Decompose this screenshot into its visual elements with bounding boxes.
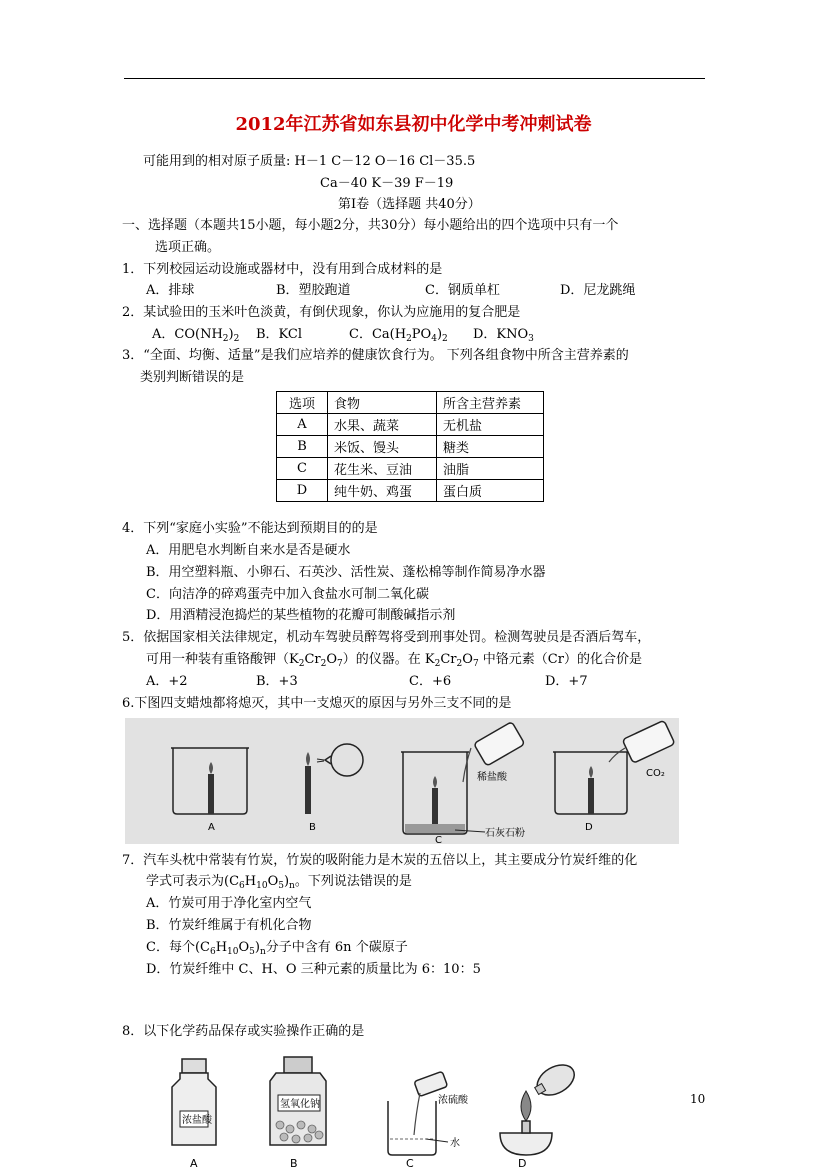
nutrient-table <box>276 391 544 502</box>
table-row <box>277 480 544 502</box>
reagent-figure <box>170 1055 580 1170</box>
q7-stem-line2: 学式可表示为$(C_6H_{10}O_5)_n$。下列说法错误的是 <box>146 874 412 891</box>
table-row <box>277 436 544 458</box>
table-cell: C <box>277 458 328 480</box>
section-header: 第Ⅰ卷（选择题 共40分） <box>338 197 481 212</box>
hcl-label: 稀盐酸 <box>477 772 507 783</box>
figure-label-a: A <box>208 822 215 833</box>
table-cell: 水果、蔬菜 <box>328 414 437 436</box>
flame-d-icon <box>589 766 593 778</box>
q5-stem-line2: 可用一种装有重铬酸钾$(K_2Cr_2O_7)$的仪器。在 $K_2Cr_2O_7$ 中铬元素（Cr）的化合价是 <box>146 652 642 669</box>
q5-option-c: C．+6 <box>409 674 452 689</box>
q1-option-d: D．尼龙跳绳 <box>560 283 636 298</box>
table-cell: 纯牛奶、鸡蛋 <box>328 480 437 502</box>
table-cell: B <box>277 436 328 458</box>
page-number: 10 <box>690 1092 706 1106</box>
q8-label-d: D <box>518 1157 527 1170</box>
q1-option-a: A．排球 <box>146 283 195 298</box>
table-header-cell: 选项 <box>277 392 328 414</box>
instructions-line1: 一、选择题（本题共15小题，每小题2分，共30分）每小题给出的四个选项中只有一个 <box>122 218 619 233</box>
table-row <box>277 458 544 480</box>
table-header-cell: 食物 <box>328 392 437 414</box>
hcl-bottle-icon <box>172 1059 216 1145</box>
q7-option-c: C．每个$(C_6H_{10}O_5)_n$分子中含有 6n 个碳原子 <box>146 940 408 957</box>
limestone-label: 石灰石粉 <box>485 828 525 839</box>
instructions-line2: 选项正确。 <box>155 240 221 255</box>
figure-label-d: D <box>585 822 593 833</box>
q6-stem: 6.下图四支蜡烛都将熄灭，其中一支熄灭的原因与另外三支不同的是 <box>122 696 512 711</box>
candle-figure <box>125 718 679 844</box>
table-cell: 油脂 <box>437 458 544 480</box>
candle-b <box>305 766 311 814</box>
q2-stem: 2．某试验田的玉米叶色淡黄，有倒伏现象，你认为应施用的复合肥是 <box>122 305 521 320</box>
exam-title: 2012年江苏省如东县初中化学中考冲刺试卷 <box>235 114 592 135</box>
alcohol-lamp-icon <box>500 1121 552 1155</box>
q1-stem: 1．下列校园运动设施或器材中，没有用到合成材料的是 <box>122 262 443 277</box>
q4-option-a: A．用肥皂水判断自来水是否是硬水 <box>146 543 351 558</box>
naoh-bottle-label: 氢氧化钠 <box>280 1099 320 1110</box>
table-cell: 无机盐 <box>437 414 544 436</box>
q7-option-a: A．竹炭可用于净化室内空气 <box>146 896 312 911</box>
table-cell: 蛋白质 <box>437 480 544 502</box>
atomic-masses-line1: 可能用到的相对原子质量: H－1 C－12 O－16 Cl－35.5 <box>143 154 476 169</box>
water-label: 水 <box>450 1138 460 1149</box>
sulfuric-acid-flask-icon <box>414 1071 448 1096</box>
h2so4-label: 浓硫酸 <box>438 1095 468 1106</box>
table-cell: 米饭、馒头 <box>328 436 437 458</box>
person-head-icon <box>325 744 363 776</box>
beaker-c2 <box>388 1101 436 1155</box>
q5-option-d: D．+7 <box>545 674 588 689</box>
q5-stem-line1: 5．依据国家相关法律规定，机动车驾驶员醉驾将受到刑事处罚。检测驾驶员是否酒后驾车， <box>122 630 651 645</box>
table-cell: A <box>277 414 328 436</box>
co2-label: CO₂ <box>646 768 665 779</box>
table-row <box>277 414 544 436</box>
flame-c-icon <box>433 776 437 788</box>
hcl-bottle-label: 浓盐酸 <box>182 1115 212 1126</box>
flame-b-icon <box>306 752 310 766</box>
header-rule <box>124 78 705 79</box>
q8-label-c: C <box>406 1157 414 1170</box>
table-cell: 花生米、豆油 <box>328 458 437 480</box>
candle-d <box>588 778 594 814</box>
figure-label-b: B <box>309 822 316 833</box>
q7-option-d: D．竹炭纤维中 C、H、O 三种元素的质量比为 6：10：5 <box>146 962 481 977</box>
atomic-masses-line2: Ca－40 K－39 F－19 <box>320 176 454 191</box>
figure-label-c: C <box>435 835 442 844</box>
q3-stem-line2: 类别判断错误的是 <box>140 370 245 385</box>
co2-stream <box>609 748 625 762</box>
q8-label-b: B <box>290 1157 298 1170</box>
q4-stem: 4．下列“家庭小实验”不能达到预期目的的是 <box>122 521 378 536</box>
candle-a <box>208 774 214 814</box>
breath-lines <box>317 759 324 762</box>
q4-option-c: C．向洁净的碎鸡蛋壳中加入食盐水可制二氧化碳 <box>146 587 429 602</box>
water-pointer <box>426 1139 448 1142</box>
candle-c <box>432 788 438 824</box>
table-header-row <box>277 392 544 414</box>
q4-option-b: B．用空塑料瓶、小卵石、石英沙、活性炭、蓬松棉等制作简易净水器 <box>146 565 546 580</box>
acid-bottle-icon <box>474 722 525 767</box>
q1-option-c: C．钢质单杠 <box>425 283 500 298</box>
tilted-lamp-icon <box>530 1059 579 1103</box>
q5-option-b: B．+3 <box>256 674 298 689</box>
table-cell: D <box>277 480 328 502</box>
q2-option-b: B．KCl <box>256 327 303 342</box>
q8-stem: 8．以下化学药品保存或实验操作正确的是 <box>122 1024 365 1039</box>
q2-option-d: D．$KNO_3$ <box>473 327 534 344</box>
q5-option-a: A．+2 <box>146 674 188 689</box>
q7-option-b: B．竹炭纤维属于有机化合物 <box>146 918 312 933</box>
candle-illustration <box>125 718 679 844</box>
reagent-illustration <box>170 1055 580 1170</box>
q4-option-d: D．用酒精浸泡捣烂的某些植物的花瓣可制酸碱指示剂 <box>146 608 456 623</box>
lamp-flame-icon <box>521 1091 531 1121</box>
q7-stem-line1: 7．汽车头枕中常装有竹炭，竹炭的吸附能力是木炭的五倍以上，其主要成分竹炭纤维的化 <box>122 853 638 868</box>
flame-a-icon <box>209 762 213 774</box>
q3-stem-line1: 3．“全面、均衡、适量”是我们应培养的健康饮食行为。 下列各组食物中所含主营养素的 <box>122 348 629 363</box>
table-cell: 糖类 <box>437 436 544 458</box>
q2-option-c: C．$Ca(H_2PO_4)_2$ <box>349 327 448 344</box>
co2-bottle-icon <box>622 720 675 763</box>
q1-option-b: B．塑胶跑道 <box>276 283 351 298</box>
table-header-cell: 所含主营养素 <box>437 392 544 414</box>
q8-label-a: A <box>190 1157 198 1170</box>
q2-option-a: A．$CO(NH_2)_2$ <box>152 327 240 344</box>
acid-pour-stream <box>414 1093 420 1135</box>
limestone-powder <box>405 824 465 833</box>
